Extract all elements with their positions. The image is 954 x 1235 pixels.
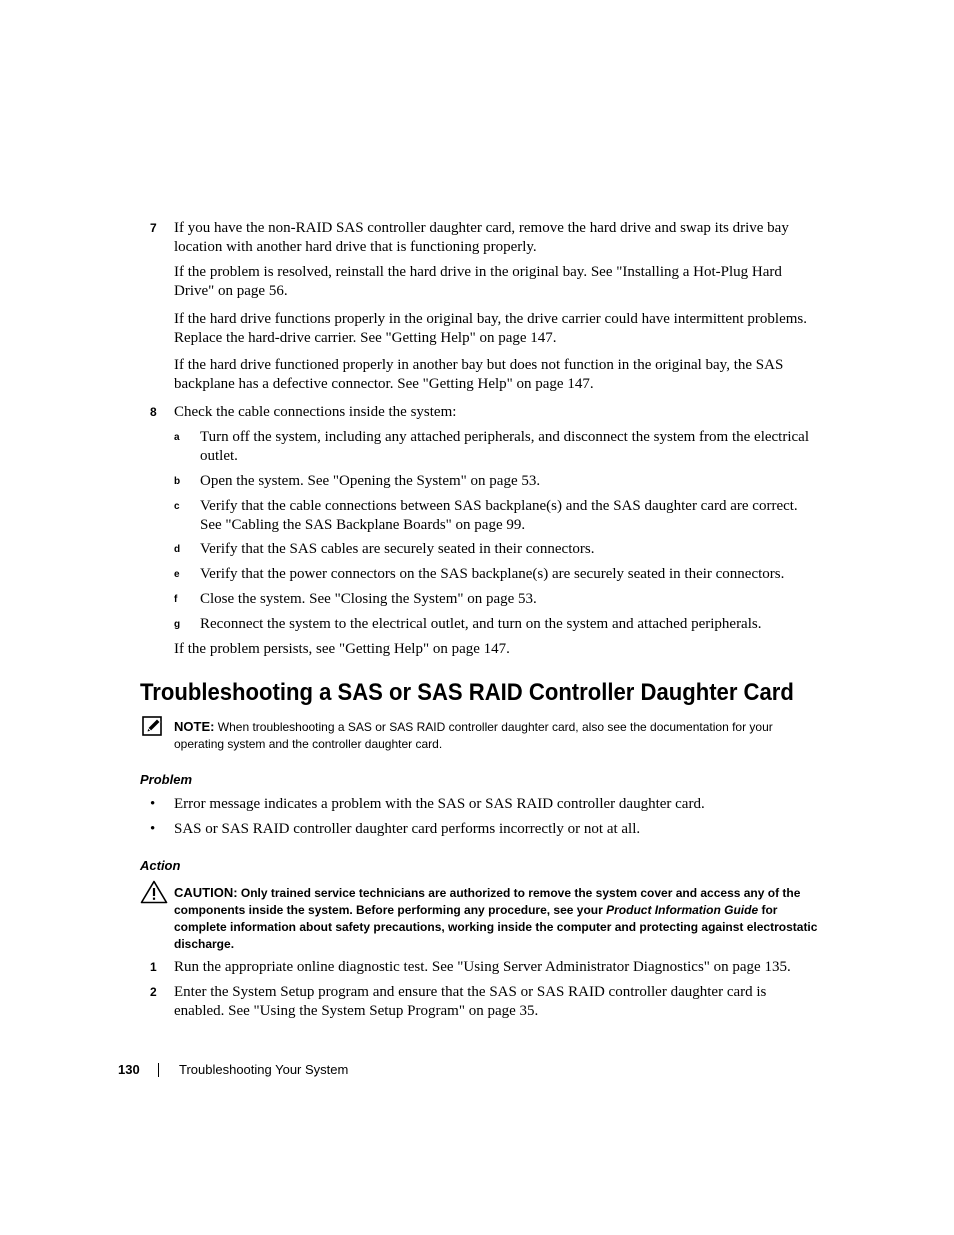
step-number: 8 [150,405,157,419]
substep-letter: g [174,619,181,630]
note [174,718,819,753]
substep-text: Reconnect the system to the electrical outlet, and turn on the system and attached peripherals. [200,616,762,632]
step-text: Run the appropriate online diagnostic test. See "Using Server Administrator Diagnostics" on page 135. [174,959,791,975]
substep-text: Verify that the SAS cables are securely seated in their connectors. [200,541,595,557]
substep-letter: a [174,432,180,443]
substep-letter: c [174,501,180,512]
paragraph: If the problem persists, see "Getting Help" on page 147. [174,641,510,657]
step-text: Enter the System Setup program and ensure that the SAS or SAS RAID controller daughter card is enabled. See "Using the System Setup Program" on page 35. [174,984,767,1019]
substep-text: Verify that the power connectors on the SAS backplane(s) are securely seated in their connectors. [200,566,785,582]
caution-triangle-icon [140,880,168,909]
step-number: 7 [150,221,157,235]
page-number: 130 [118,1062,140,1077]
substep-letter: d [174,544,181,555]
substep-text: Close the system. See "Closing the System" on page 53. [200,591,537,607]
list-item: SAS or SAS RAID controller daughter card performs incorrectly or not at all. [174,821,641,837]
substep-text: Open the system. See "Opening the System" on page 53. [200,473,541,489]
paragraph: If the problem is resolved, reinstall the hard drive in the original bay. See "Installing a Hot-Plug Hard Drive" on page 56. [174,264,782,299]
problem-heading: Problem [140,772,193,787]
step-text: If you have the non-RAID SAS controller daughter card, remove the hard drive and swap its drive bay location with another hard drive that is functioning properly. [174,220,789,255]
list-item: Error message indicates a problem with the SAS or SAS RAID controller daughter card. [174,796,705,812]
note-label: NOTE: [174,719,215,734]
bullet-glyph: • [150,821,156,837]
chapter-title: Troubleshooting Your System [179,1062,349,1077]
paragraph: If the hard drive functions properly in the original bay, the drive carrier could have intermittent problems. Replace the hard-drive carrier. See "Getting Help" on page 147. [174,311,807,346]
footer-divider [158,1063,159,1077]
section-heading: Troubleshooting a SAS or SAS RAID Controller Daughter Card [140,679,794,706]
substep-text: Verify that the cable connections between SAS backplane(s) and the SAS daughter card are correct. See "Cabling the SAS Backplane Boards" on page 99. [200,498,798,533]
note-pencil-icon [142,716,164,743]
action-heading: Action [140,858,181,873]
caution-reference: Product Information Guide [606,903,759,917]
paragraph: If the hard drive functioned properly in another bay but does not function in the original bay, the SAS backplane has a defective connector. See "Getting Help" on page 147. [174,357,784,392]
substep-letter: e [174,569,180,580]
bullet-glyph: • [150,796,156,812]
caution-text: Only trained service technicians are authorized to remove the system cover and access any of the components inside the system. Before performing any procedure, see your [174,886,801,917]
note-text: When troubleshooting a SAS or SAS RAID controller daughter card, also see the documentation for your operating system and the controller daughter card. [174,720,773,751]
caution [174,884,819,953]
substep-letter: b [174,476,181,487]
caution-label: CAUTION: [174,885,238,900]
step-number: 2 [150,985,157,999]
step-number: 1 [150,960,157,974]
step-text: Check the cable connections inside the system: [174,404,457,420]
caution-text: for complete information about safety precautions, working inside the computer and protecting against electrostatic discharge. [174,903,818,951]
substep-letter: f [174,594,178,605]
substep-text: Turn off the system, including any attached peripherals, and disconnect the system from the electrical outlet. [200,429,809,464]
